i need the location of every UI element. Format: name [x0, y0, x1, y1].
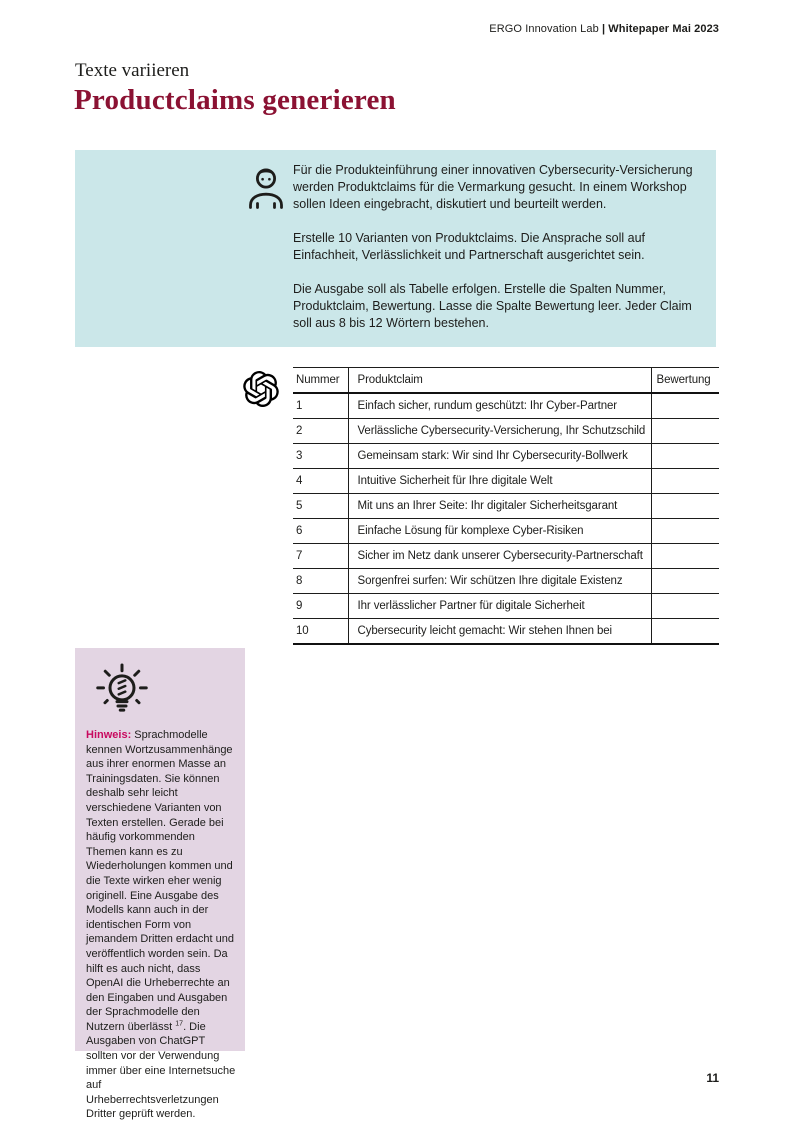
cell-nummer: 10	[293, 619, 348, 645]
prompt-box	[75, 150, 716, 347]
cell-produktclaim: Ihr verlässlicher Partner für digitale Sicherheit	[348, 594, 651, 619]
header-brand: ERGO Innovation Lab	[489, 23, 602, 35]
cell-produktclaim: Mit uns an Ihrer Seite: Ihr digitaler Sicherheitsgarant	[348, 494, 651, 519]
table-row	[293, 619, 719, 645]
cell-produktclaim: Cybersecurity leicht gemacht: Wir stehen Ihnen bei	[348, 619, 651, 645]
header-edition: | Whitepaper Mai 2023	[601, 23, 719, 35]
cell-bewertung	[651, 469, 719, 494]
section-kicker: Texte variieren	[75, 60, 190, 81]
table-row	[293, 444, 719, 469]
table-row	[293, 469, 719, 494]
cell-nummer: 4	[293, 469, 348, 494]
cell-bewertung	[651, 444, 719, 469]
cell-produktclaim: Einfache Lösung für komplexe Cyber-Risiken	[348, 519, 651, 544]
cell-nummer: 2	[293, 419, 348, 444]
table-row	[293, 594, 719, 619]
col-header-produktclaim: Produktclaim	[348, 368, 651, 394]
lightbulb-icon	[92, 661, 152, 721]
cell-nummer: 1	[293, 393, 348, 419]
prompt-paragraph: Die Ausgabe soll als Tabelle erfolgen. Erstelle die Spalten Nummer, Produktclaim, Bewertung. Lasse die Spalte Bewertung leer. Jeder Claim soll aus 8 bis 12 Wörtern bestehen.	[293, 282, 692, 330]
cell-nummer: 8	[293, 569, 348, 594]
cell-bewertung	[651, 619, 719, 645]
cell-bewertung	[651, 419, 719, 444]
hint-body-2: . Die Ausgaben von ChatGPT sollten vor der Verwendung immer über eine Internetsuche auf Urheberrechtsverletzungen Dritter geprüft werden.	[86, 1020, 236, 1121]
table-row	[293, 494, 719, 519]
claims-table	[293, 367, 719, 645]
cell-bewertung	[651, 569, 719, 594]
hint-label: Hinweis:	[86, 729, 132, 741]
cell-bewertung	[651, 594, 719, 619]
prompt-paragraph: Für die Produkteinführung einer innovativen Cybersecurity-Versicherung werden Produktclaims für die Vermarkung gesucht. In einem Workshop sollen Ideen eingebracht, diskutiert und beurteilt werden.	[293, 163, 693, 211]
col-header-bewertung: Bewertung	[651, 368, 719, 394]
cell-produktclaim: Gemeinsam stark: Wir sind Ihr Cybersecurity-Bollwerk	[348, 444, 651, 469]
cell-nummer: 7	[293, 544, 348, 569]
cell-nummer: 6	[293, 519, 348, 544]
cell-produktclaim: Einfach sicher, rundum geschützt: Ihr Cyber-Partner	[348, 393, 651, 419]
hint-box	[75, 648, 245, 1121]
page-number: 11	[706, 1071, 719, 1085]
page-header	[489, 23, 719, 35]
table-header-row	[293, 368, 719, 394]
claims-table-body	[293, 393, 719, 644]
cell-bewertung	[651, 393, 719, 419]
table-row	[293, 393, 719, 419]
cell-produktclaim: Verlässliche Cybersecurity-Versicherung, Ihr Schutzschild	[348, 419, 651, 444]
table-row	[293, 419, 719, 444]
cell-nummer: 3	[293, 444, 348, 469]
hint-body-1: Sprachmodelle kennen Wortzusammenhänge aus ihrer enormen Masse an Trainingsdaten. Sie können deshalb sehr leicht verschiedene Varianten von Texten erstellen. Gerade bei häufig vorkommenden Themen kann es zu Wiederholungen kommen und die Texte wirken eher wenig originell. Eine Ausgabe des Modells kann auch in der identischen Form von jemandem Dritten erdacht und veröffentlich worden sein. Da hilft es auch nicht, dass OpenAI die Urheberrechte an den Eingaben und Ausgaben der Sprachmodelle den Nutzern überlässt	[86, 729, 234, 1033]
hint-text	[86, 728, 236, 1122]
col-header-nummer: Nummer	[293, 368, 348, 394]
cell-produktclaim: Sorgenfrei surfen: Wir schützen Ihre digitale Existenz	[348, 569, 651, 594]
cell-produktclaim: Sicher im Netz dank unserer Cybersecurity-Partnerschaft	[348, 544, 651, 569]
prompt-paragraphs	[293, 162, 705, 332]
prompt-paragraph: Erstelle 10 Varianten von Produktclaims. Die Ansprache soll auf Einfachheit, Verlässlichkeit und Partnerschaft ausgerichtet sein.	[293, 231, 646, 262]
cell-nummer: 5	[293, 494, 348, 519]
cell-bewertung	[651, 544, 719, 569]
cell-bewertung	[651, 494, 719, 519]
cell-produktclaim: Intuitive Sicherheit für Ihre digitale Welt	[348, 469, 651, 494]
table-row	[293, 569, 719, 594]
page-title: Productclaims generieren	[74, 84, 396, 116]
person-icon	[242, 165, 290, 213]
cell-nummer: 9	[293, 594, 348, 619]
hint-footnote-ref: 17	[175, 1020, 184, 1028]
chatgpt-logo-icon	[243, 371, 279, 407]
table-row	[293, 544, 719, 569]
table-row	[293, 519, 719, 544]
cell-bewertung	[651, 519, 719, 544]
